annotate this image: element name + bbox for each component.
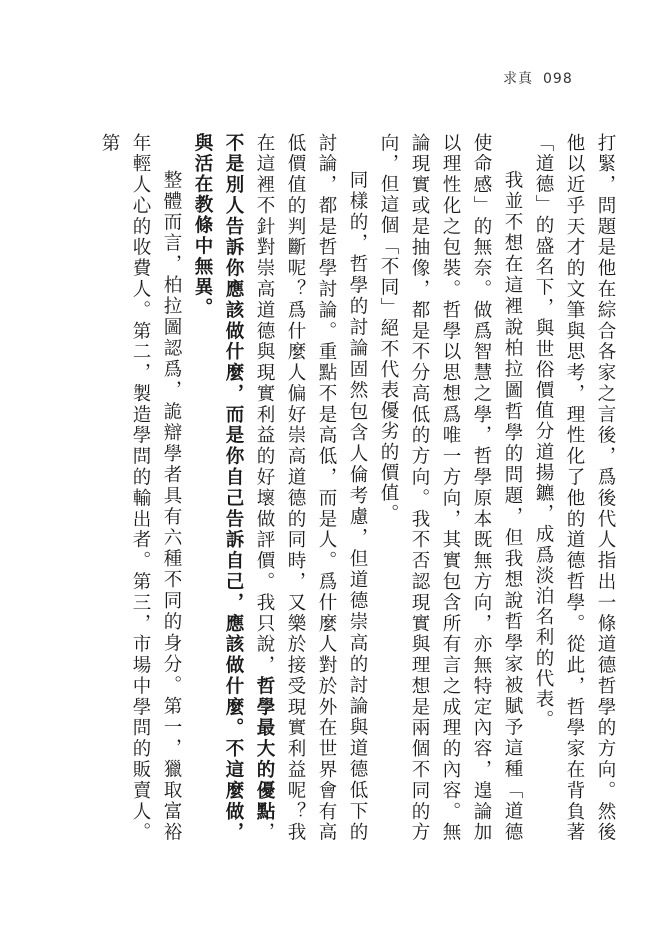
text-run: 同樣的，哲學的討論固然包含人倫考慮，但道德崇高的討論與道德低下的討論，都是哲學討論。重點不是高低，而是人。爲什麼人對於外在世界會有高低價值的判斷呢？爲什麼人偏好崇高道德的同時，又樂於接受現實利益呢？我在這裡不針對崇高道德與現實利益的好壞做評價。我只說， [254, 133, 368, 843]
text-run: ， [254, 822, 275, 843]
running-header [503, 68, 573, 88]
bold-text-run: 不是別人告訴你應該做什麼，而是你自己告訴自己，應該做什麼。不這麼做，與活在教條中無異。 [192, 133, 244, 843]
page-number: 098 [543, 71, 573, 87]
text-run: 我並不想在這裡說柏拉圖哲學的問題，但我想說哲學家被賦予這種「道德使命感」的無奈。做爲智慧之學，哲學原本既無方向，亦無特定內容，遑論加以理性化之包裝。哲學以思想爲唯一方向，其實包含所有言之成理的內容。無論現實或是抽像，都是不分高低的方向。我不否認現實與理想是兩個不同的方向，但這個「不同」絕不代表優劣的價值。 [378, 133, 523, 843]
paragraph-2 [373, 133, 528, 843]
bold-text-run: 哲學最大的優點 [254, 676, 275, 823]
text-run: 打緊，問題是他在綜合各家之言後，爲後代人指出一條道德哲學的方向。然後他以近乎天才的文筆與思考，理性化了他的道德哲學。從此，哲學家在背負著「道德」的盛名下，與世俗價值分道揚鑣，成爲淡泊名利的代表。 [533, 133, 616, 843]
body-text [31, 133, 621, 843]
paragraph-3 [187, 133, 373, 843]
paragraph-4 [94, 133, 187, 843]
text-run: 整體而言，柏拉圖認爲，詭辯學者具有六種不同的身分。第一，獵取富裕年輕人心的收費人。第二，製造學問的輸出者。第三，市場中學問的販賣人。第 [99, 133, 182, 843]
paragraph-1 [528, 133, 621, 843]
running-header-title: 求真 [503, 71, 533, 87]
